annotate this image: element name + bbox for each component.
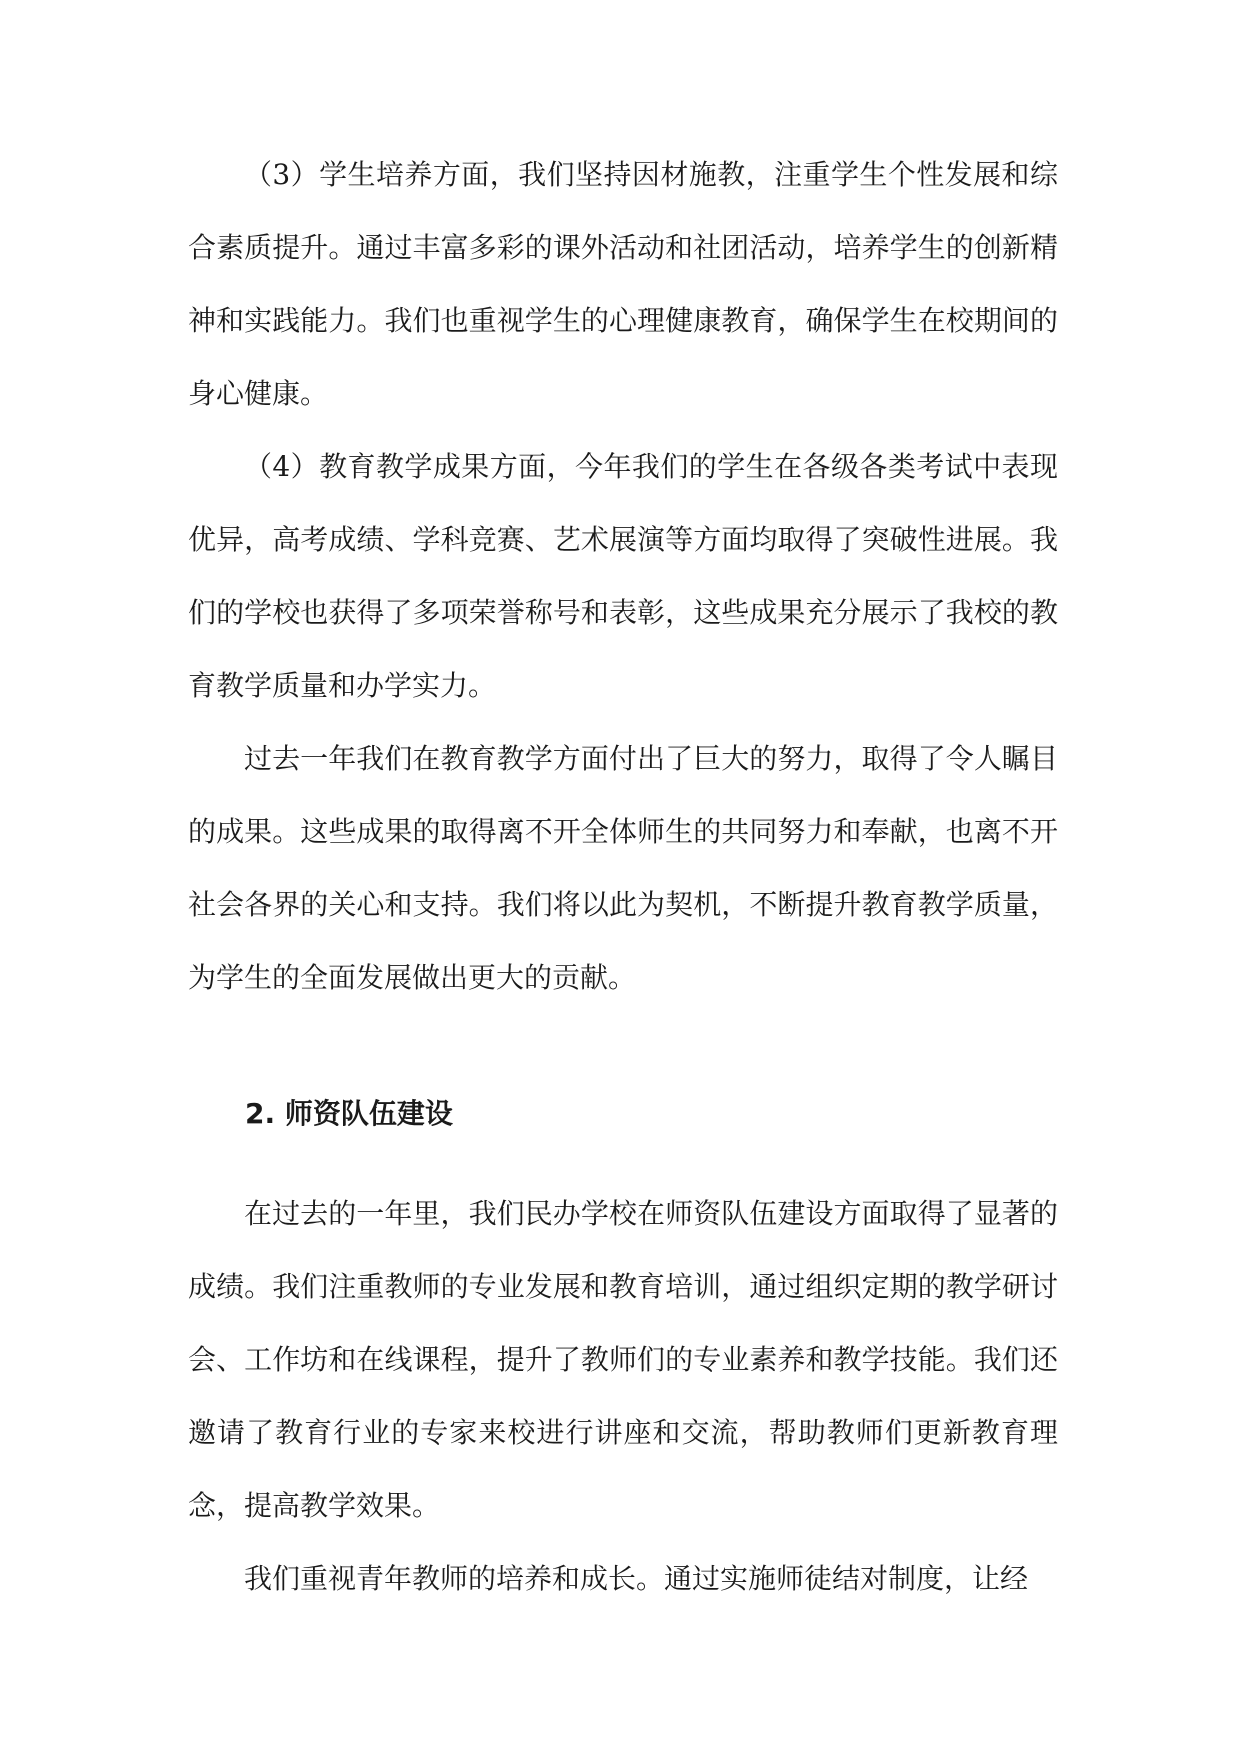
body-text-bottom — [188, 1177, 1058, 1615]
paragraph-summary: 过去一年我们在教育教学方面付出了巨大的努力，取得了令人瞩目的成果。这些成果的取得离不开全体师生的共同努力和奉献，也离不开社会各界的关心和支持。我们将以此为契机，不断提升教育教学质量，为学生的全面发展做出更大的贡献。 — [188, 742, 1058, 994]
paragraph-teaching-achievements: （4）教育教学成果方面，今年我们的学生在各级各类考试中表现优异，高考成绩、学科竞赛、艺术展演等方面均取得了突破性进展。我们的学校也获得了多项荣誉称号和表彰，这些成果充分展示了我校的教育教学质量和办学实力。 — [188, 450, 1058, 702]
body-text-top — [188, 138, 1058, 1014]
paragraph-teacher-development: 在过去的一年里，我们民办学校在师资队伍建设方面取得了显著的成绩。我们注重教师的专业发展和教育培训，通过组织定期的教学研讨会、工作坊和在线课程，提升了教师们的专业素养和教学技能。我们还邀请了教育行业的专家来校进行讲座和交流，帮助教师们更新教育理念，提高教学效果。 — [188, 1197, 1058, 1522]
paragraph-student-cultivation: （3）学生培养方面，我们坚持因材施教，注重学生个性发展和综合素质提升。通过丰富多彩的课外活动和社团活动，培养学生的创新精神和实践能力。我们也重视学生的心理健康教育，确保学生在校期间的身心健康。 — [188, 158, 1058, 410]
paragraph-young-teachers: 我们重视青年教师的培养和成长。通过实施师徒结对制度，让经 — [244, 1562, 1029, 1595]
section-heading: 2. 师资队伍建设 — [245, 1097, 453, 1130]
